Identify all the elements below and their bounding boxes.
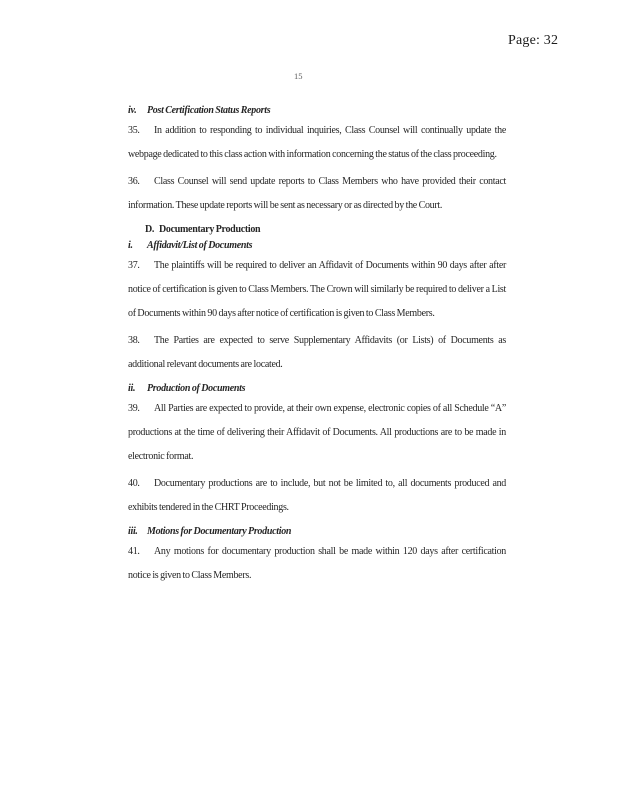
numbered-paragraph bbox=[128, 254, 506, 326]
paragraph-text: Class Counsel will send update reports to Class Members who have provided their contact information. These update reports will be sent as necessary or as directed by the Court. bbox=[128, 176, 506, 211]
section-heading bbox=[128, 238, 506, 254]
section-heading bbox=[128, 381, 506, 397]
numbered-paragraph bbox=[128, 170, 506, 218]
paragraph-number: 40. bbox=[128, 478, 140, 489]
paragraph-text: The Parties are expected to serve Supplementary Affidavits (or Lists) of Documents as additional relevant documents are located. bbox=[128, 335, 506, 370]
heading-title: Affidavit/List of Documents bbox=[147, 240, 253, 251]
document-body bbox=[128, 103, 506, 591]
section-heading bbox=[128, 103, 506, 119]
paragraph-text: Documentary productions are to include, but not be limited to, all documents produced and exhibits tendered in the CHRT Proceedings. bbox=[128, 478, 506, 513]
numbered-paragraph bbox=[128, 472, 506, 520]
paragraph-number: 35. bbox=[128, 125, 140, 136]
section-heading bbox=[128, 524, 506, 540]
heading-number: i. bbox=[128, 240, 133, 251]
heading-number: iv. bbox=[128, 105, 137, 116]
paragraph-text: All Parties are expected to provide, at their own expense, electronic copies of all Schedule “A” productions at the time of delivering their Affidavit of Documents. All productions are to be made in electronic format. bbox=[128, 403, 506, 462]
paragraph-number: 41. bbox=[128, 546, 140, 557]
page-header-label: Page: 32 bbox=[508, 33, 559, 48]
heading-title: Post Certification Status Reports bbox=[147, 105, 271, 116]
numbered-paragraph bbox=[128, 119, 506, 167]
paragraph-number: 38. bbox=[128, 335, 140, 346]
heading-number: ii. bbox=[128, 383, 136, 394]
heading-title: Production of Documents bbox=[147, 383, 246, 394]
numbered-paragraph bbox=[128, 329, 506, 377]
paragraph-text: Any motions for documentary production shall be made within 120 days after certification notice is given to Class Members. bbox=[128, 546, 506, 581]
heading-number: D. bbox=[145, 224, 155, 235]
heading-number: iii. bbox=[128, 526, 138, 537]
paragraph-text: In addition to responding to individual inquiries, Class Counsel will continually update the webpage dedicated to this class action with information concerning the status of the class proceeding. bbox=[128, 125, 506, 160]
heading-title: Motions for Documentary Production bbox=[147, 526, 292, 537]
section-heading bbox=[145, 222, 506, 238]
paragraph-number: 36. bbox=[128, 176, 140, 187]
paragraph-number: 39. bbox=[128, 403, 140, 414]
numbered-paragraph bbox=[128, 397, 506, 469]
heading-title: Documentary Production bbox=[159, 224, 261, 235]
paragraph-number: 37. bbox=[128, 260, 140, 271]
paragraph-text: The plaintiffs will be required to deliver an Affidavit of Documents within 90 days after after notice of certification is given to Class Members. The Crown will similarly be required to deliver a List of Documents within 90 days after notice of certification is given to Class Members. bbox=[128, 260, 506, 319]
numbered-paragraph bbox=[128, 540, 506, 588]
page-number: 15 bbox=[294, 71, 303, 81]
